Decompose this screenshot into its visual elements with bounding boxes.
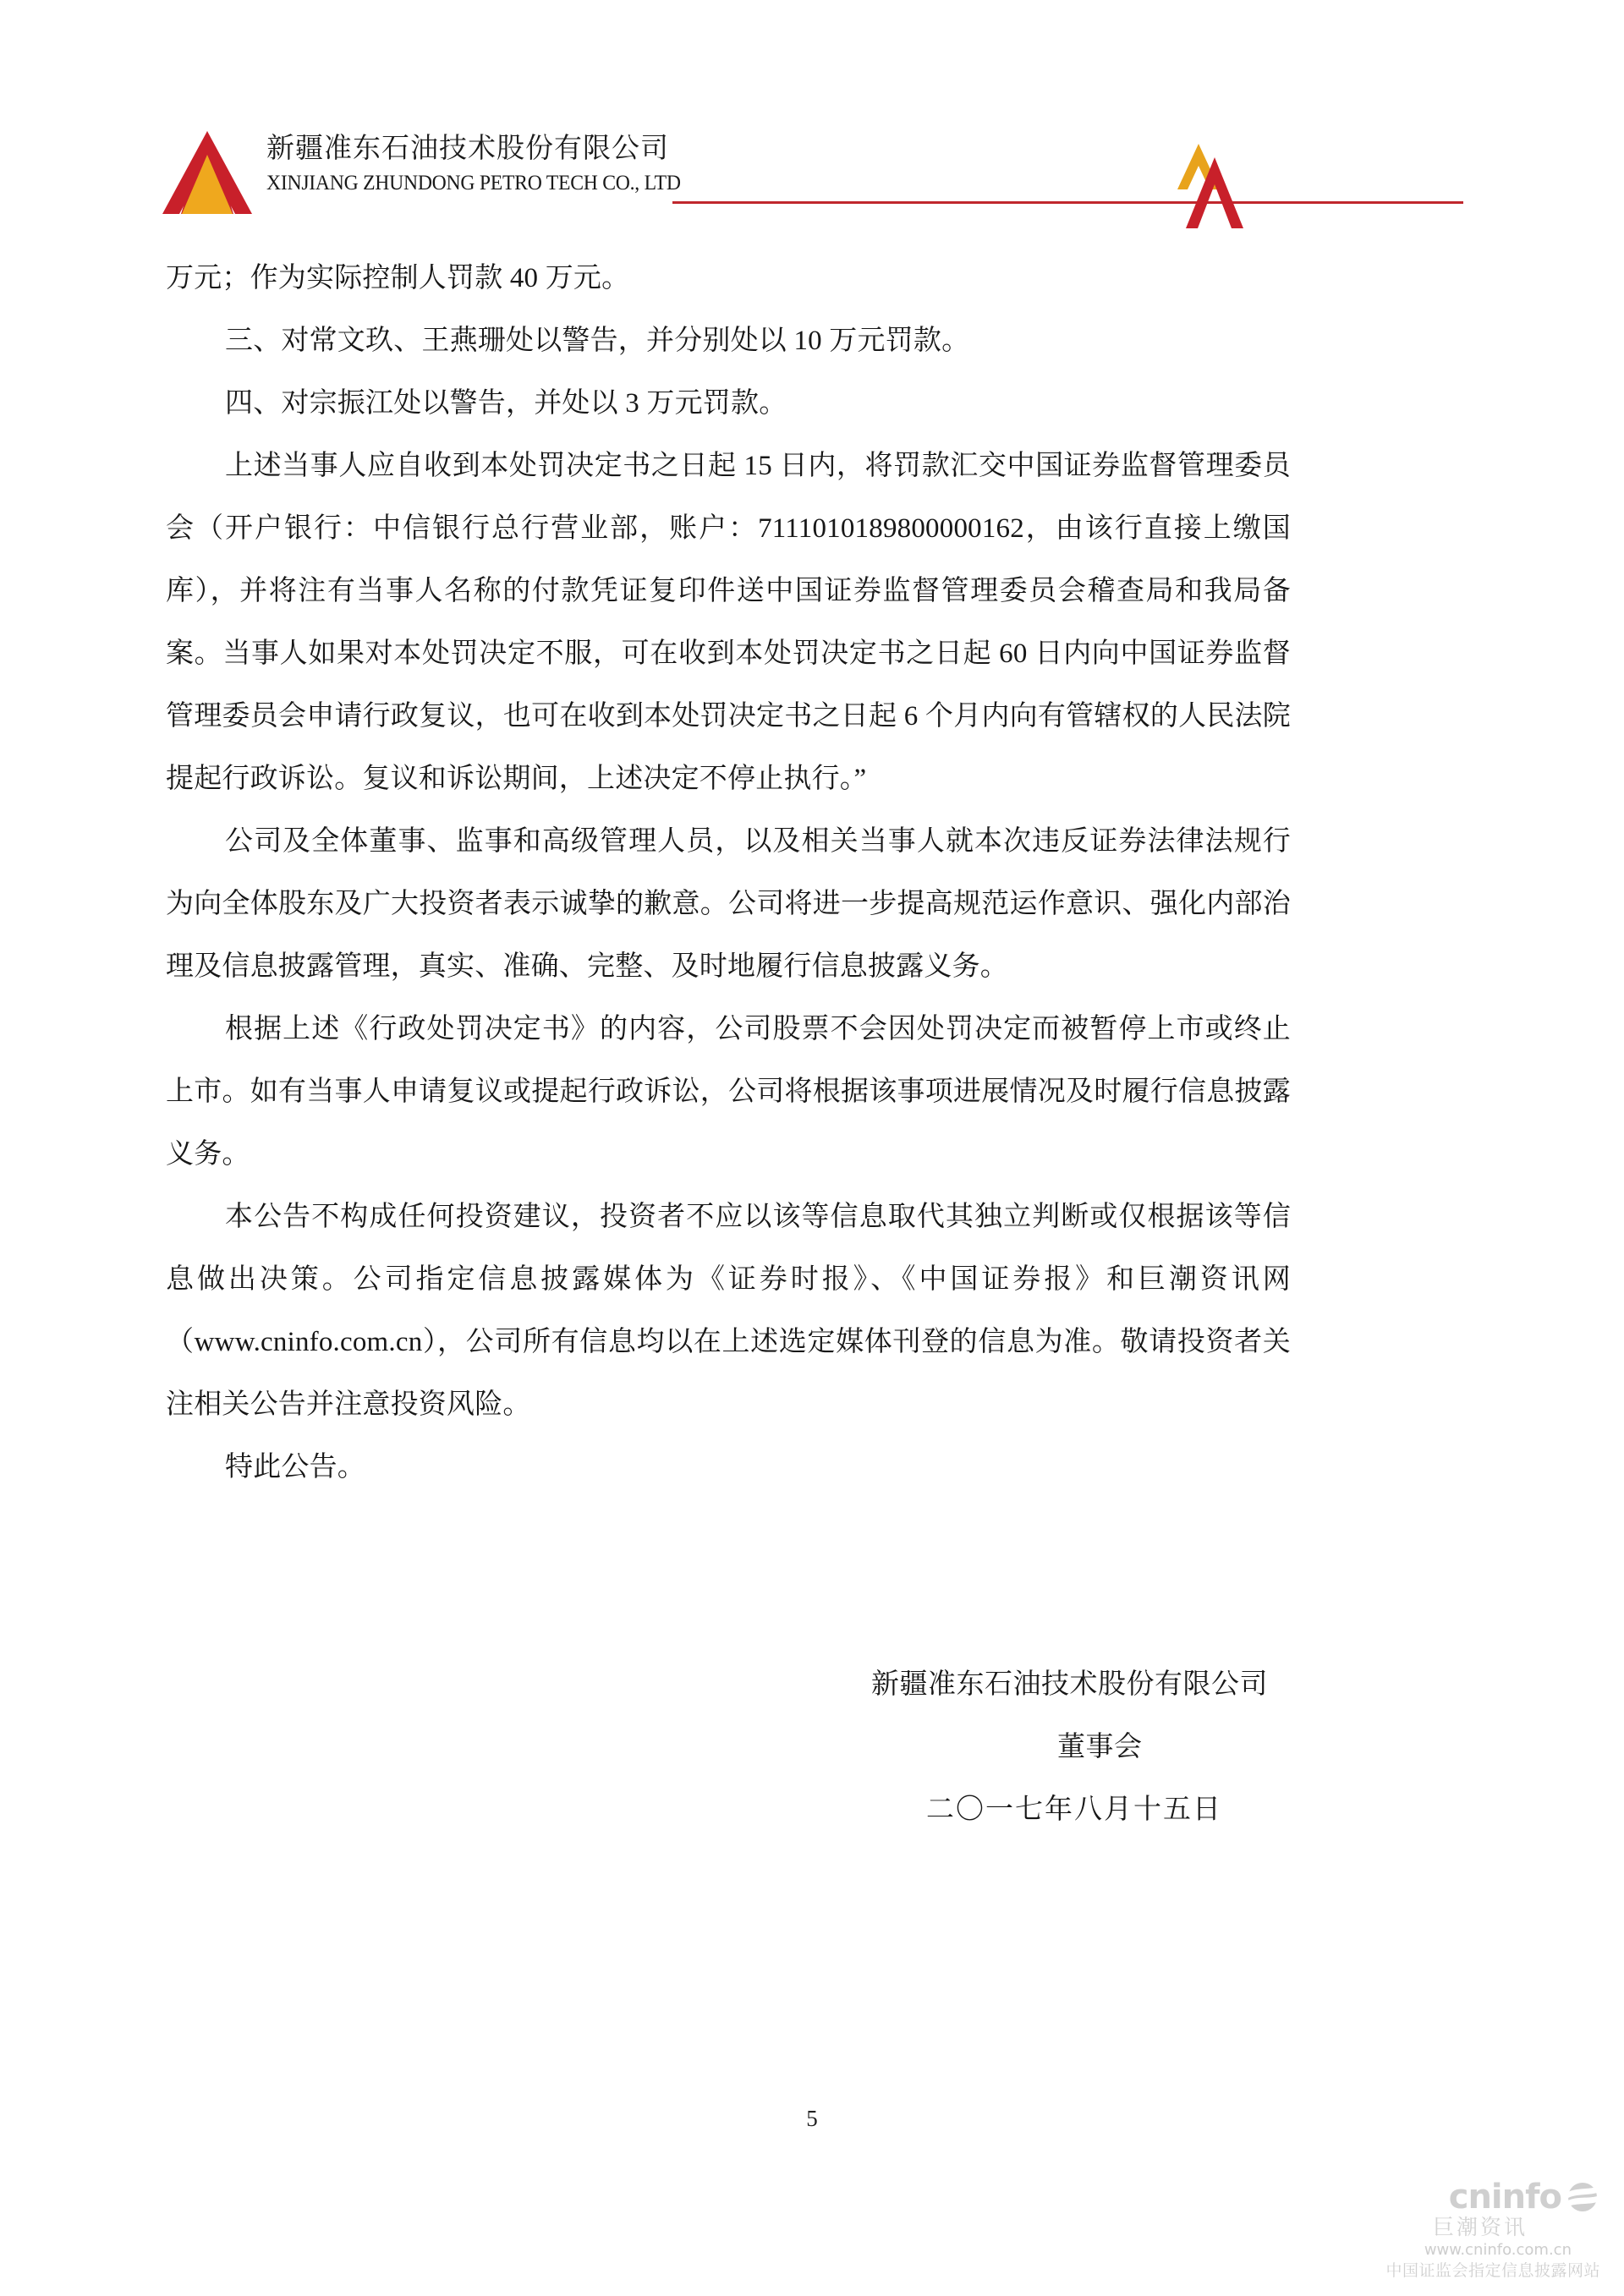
document-body [166,247,1291,1499]
paragraph-continued-fine: 万元；作为实际控制人罚款 40 万元。 [166,263,630,293]
paragraph-item-four: 四、对宗振江处以警告，并处以 3 万元罚款。 [225,388,787,419]
cninfo-globe-icon [1563,2180,1600,2214]
paragraph-listing-status: 根据上述《行政处罚决定书》的内容，公司股票不会因处罚决定而被暂停上市或终止上市。如有当事人申请复议或提起行政诉讼，公司将根据该事项进展情况及时履行信息披露义务。 [166,1014,1291,1170]
letterhead-company-name-cn: 新疆准东石油技术股份有限公司 [266,134,669,164]
page-number: 5 [806,2106,818,2131]
paragraph-payment-instructions: 上述当事人应自收到本处罚决定书之日起 15 日内，将罚款汇交中国证券监督管理委员会（开户银行：中信银行总行营业部，账户：7111010189800000162，由该行直接上缴国库），并将注有当事人名称的付款凭证复印件送中国证券监督管理委员会稽查局和我局备案。当事人如果对本处罚决定不服，可在收到本处罚决定书之日起 60 日内向中国证券监督管理委员会申请行政复议，也可在收到本处罚决定书之日起 6 个月内向有管辖权的人民法院提起行政诉讼。复议和诉讼期间，上述决定不停止执行。” [166,451,1291,794]
paragraph-disclaimer: 本公告不构成任何投资建议，投资者不应以该等信息取代其独立判断或仅根据该等信息做出决策。公司指定信息披露媒体为《证券时报》、《中国证券报》和巨潮资讯网（www.cninfo.com.cn），公司所有信息均以在上述选定媒体刊登的信息为准。敬请投资者关注相关公告并注意投资风险。 [166,1202,1291,1420]
watermark-subtitle: 中国证监会指定信息披露网站 [1385,2261,1600,2280]
signature-board: 董事会 [1057,1732,1143,1762]
triangle-mountain-logo-icon [161,129,254,218]
watermark-brand-cn: 巨潮资讯 [1432,2215,1528,2239]
signature-company: 新疆准东石油技术股份有限公司 [871,1669,1268,1700]
watermark-url: www.cninfo.com.cn [1424,2241,1572,2259]
signature-date: 二〇一七年八月十五日 [926,1795,1222,1825]
paragraph-item-three: 三、对常文玖、王燕珊处以警告，并分别处以 10 万元罚款。 [225,326,970,356]
paragraph-apology: 公司及全体董事、监事和高级管理人员，以及相关当事人就本次违反证券法律法规行为向全体股东及广大投资者表示诚挚的歉意。公司将进一步提高规范运作意识、强化内部治理及信息披露管理，真实、准确、完整、及时地履行信息披露义务。 [166,826,1291,982]
letterhead-company-name-en: XINJIANG ZHUNDONG PETRO TECH CO., LTD [266,170,681,195]
letterhead-divider [672,201,1463,204]
signature-block [761,1653,1353,1841]
cninfo-watermark [1330,2180,1600,2281]
paragraph-closing: 特此公告。 [225,1452,365,1482]
letterhead-company-names [266,129,681,197]
double-chevron-mark-icon [1159,137,1260,230]
watermark-brand: cninfo [1448,2178,1561,2217]
letterhead [161,123,1463,224]
